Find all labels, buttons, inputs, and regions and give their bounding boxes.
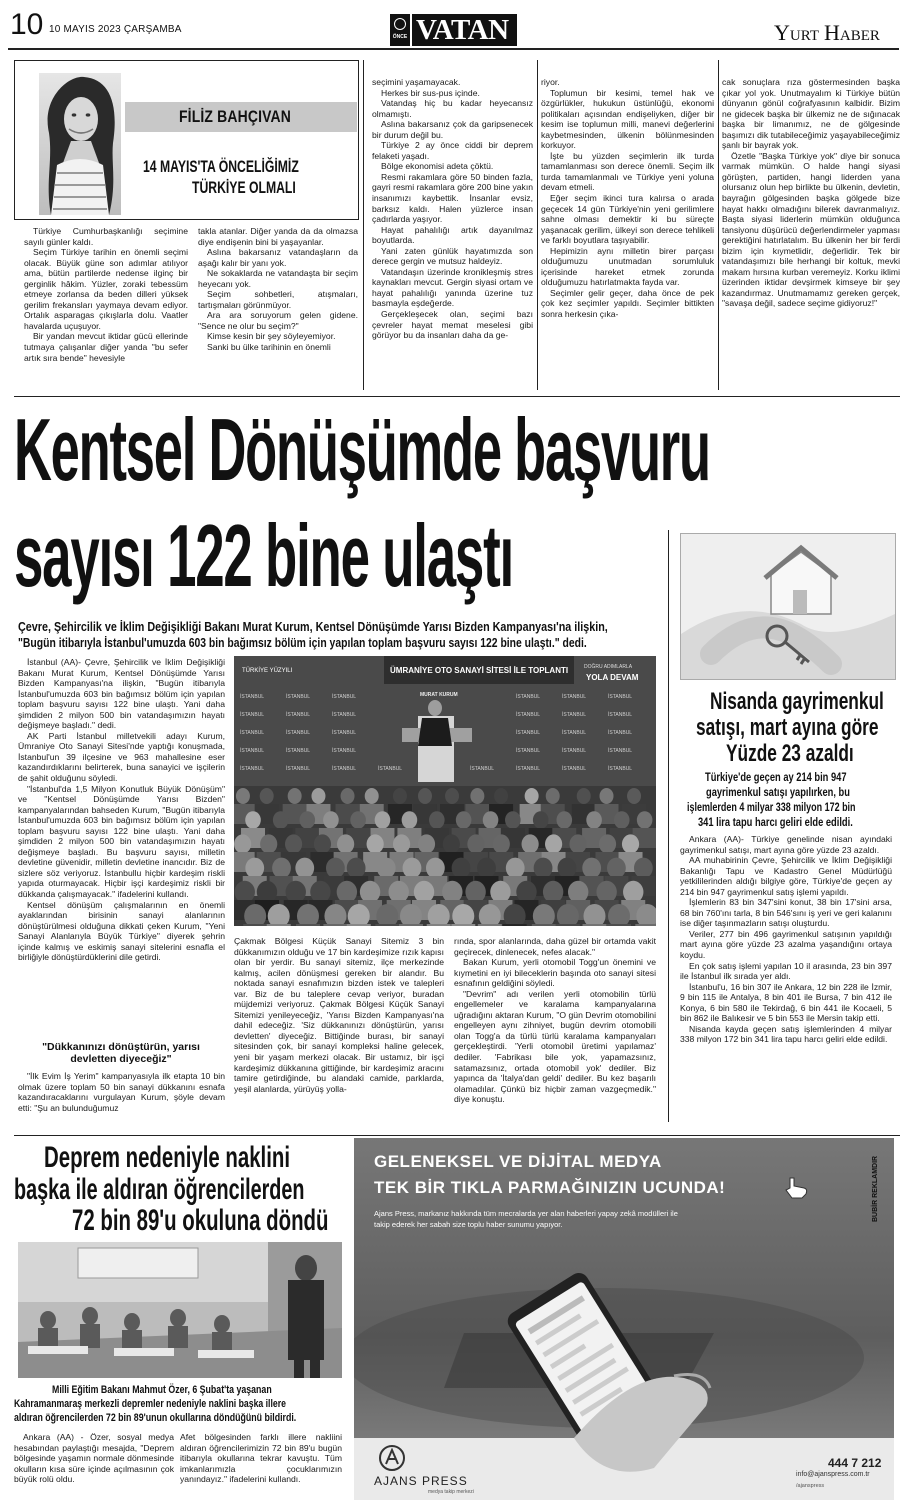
logo-text: VATAN xyxy=(416,14,509,46)
logo-badge-text: ÖNCE xyxy=(392,34,408,40)
column-bottom-rule xyxy=(14,396,900,397)
backdrop-text: İSTANBUL xyxy=(608,712,633,718)
paragraph: rında, spor alanlarında, daha güzel bir ortamda vakit geçirecek, dinlenecek, nefes alacak." xyxy=(454,936,656,957)
section-initial-h: H xyxy=(824,20,840,45)
audience-head xyxy=(323,811,339,829)
paragraph: takla atanlar. Diğer yanda da da olmazsa diye endişenin bini bi yaşayanlar. xyxy=(198,226,358,247)
paragraph: Kimse kesin bir şey söyleyemiyor. xyxy=(207,331,336,342)
backdrop-text: İSTANBUL xyxy=(562,694,587,700)
audience-head xyxy=(418,788,432,804)
bottom-headline-line3: 72 bin 89'u okuluna döndü xyxy=(72,1204,329,1237)
column-text-5 xyxy=(722,77,900,387)
backdrop-text: İSTANBUL xyxy=(516,730,541,736)
photo-banner: ÜMRANİYE OTO SANAYİ SİTESİ İLE TOPLANTI xyxy=(390,666,569,675)
audience-head xyxy=(596,881,616,903)
audience-head xyxy=(534,858,553,879)
audience-head xyxy=(490,881,510,903)
audience-head xyxy=(607,858,626,879)
paragraph: AK Parti İstanbul milletvekili adayı Kurum, Ümraniye Oto Sanayi Sitesi'nde yaptığı konuşmada, İstanbul'un 39 ilçesine ve 963 mahallesine eser kazandırdıklarını belirterek, buna sanayici ve işçilerin de şahit olduğunu söyledi. xyxy=(18,730,225,784)
column-text-2 xyxy=(198,226,358,386)
paragraph: En çok satış işlemi yapılan 10 il arasında, 23 bin 397 ile İstanbul ilk sırada yer aldı. xyxy=(680,960,892,982)
main-headline-line2: sayısı 122 bine ulaştı xyxy=(14,506,513,605)
audience-body xyxy=(243,924,267,926)
column-text-4 xyxy=(541,77,714,387)
audience-head xyxy=(627,788,641,804)
paragraph: "İlk Evim İş Yerim" kampanyasıyla ilk etapta 10 bin olmak üzere toplam 50 bin sanayi dükkanını esnafa kazandıracaklarını vurgulayan Kurum, şöyle devam etti: "Şu an bulunduğumuz xyxy=(18,1071,225,1113)
audience-head xyxy=(442,881,462,903)
advert-social[interactable]: /ajanspress xyxy=(796,1483,825,1489)
audience-head xyxy=(403,858,422,879)
main-headline-line1: Kentsel Dönüşümde başvuru xyxy=(14,400,710,499)
audience-body xyxy=(503,924,527,926)
paragraph: Vatandaş hiç bu kadar heyecansız olmamıştı. xyxy=(372,98,533,119)
audience-head xyxy=(483,811,499,829)
audience-head xyxy=(582,858,601,879)
advert-body-line2: takip ederek her sabah size toplu haber sunumu yapıyor. xyxy=(374,1220,563,1229)
audience-head xyxy=(360,881,380,903)
header-rule xyxy=(8,48,899,50)
paragraph: Aslına bakarsanız vatandaşların da aşağı kalır bir yanı yok. xyxy=(198,247,358,268)
side-headline-line1: Nisanda gayrimenkul xyxy=(710,688,884,715)
backdrop-text: İSTANBUL xyxy=(240,748,265,754)
backdrop-text: İSTANBUL xyxy=(332,730,357,736)
audience-head xyxy=(546,788,560,804)
paragraph: AA muhabirinin Çevre, Şehircilik ve İklim Değişikliği Bakanlığı Tapu ve Kadastro Genel Müdürlüğü yetkililerinden aldığı bilgiye göre, Türkiye'de geçen ay 214 bin 947 gayrimenkul satış işlemi yapıldı. xyxy=(680,855,892,897)
lower-rule xyxy=(14,1135,900,1136)
audience-head xyxy=(426,858,445,879)
audience-head xyxy=(622,834,639,853)
paragraph: Nisanda kayda geçen satış işlemlerinden 4 milyar 338 milyon 172 bin 341 lira tapu harcı geliri elde edildi. xyxy=(680,1023,892,1045)
audience-head xyxy=(286,881,306,903)
paragraph: İstanbul'u, 16 bin 307 ile Ankara, 12 bin 228 ile İzmir, 9 bin 115 ile Antalya, 8 bin 401 ile Bursa, 7 bin 412 ile Konya, 6 bin 580 ile Tekirdağ, 6 bin 441 ile Kocaeli, 5 bin 862 ile Balıkesir ve 5 bin 553 ile Mersin takip etti. xyxy=(680,981,892,1024)
audience-head xyxy=(393,834,410,853)
audience-head xyxy=(634,858,653,879)
paragraph: Gerçekleşecek olan, seçimi bazı çevreler hayat memat meselesi gibi görüyor bu da insanları daha da ge- xyxy=(372,309,533,341)
paragraph: İşte bu yüzden seçimlerin ilk turda tamamlanması son derece önemli. Seçim ilk turda tamamlanmalı ve Türkiye yeni yoluna devam etmeli. xyxy=(541,150,714,193)
audience-head xyxy=(429,811,445,829)
main-deck-line1: Çevre, Şehircilik ve İklim Değişikliği Bakanı Murat Kurum, Kentsel Dönüşümde Yarısı Bizden Kampanyası'na ilişkin, xyxy=(18,620,608,634)
audience-body xyxy=(427,924,451,926)
audience-body xyxy=(267,924,291,926)
bottom-headline-line2: başka ile aldıran öğrencilerden xyxy=(14,1173,305,1206)
advert-headline-line1: GELENEKSEL VE DİJİTAL MEDYA xyxy=(374,1152,662,1171)
pointer-hand-icon xyxy=(784,1176,810,1200)
audience-body xyxy=(323,924,347,926)
audience-head xyxy=(285,834,302,853)
backdrop-text: İSTANBUL xyxy=(608,748,633,754)
audience-head xyxy=(389,881,409,903)
paragraph: Herkes bir sus-pus içinde. xyxy=(381,87,480,98)
audience-head xyxy=(568,881,588,903)
paragraph: Bir yandan mevcut iktidar gücü ellerinde tutmaya çalışanlar diğer yanda "bu sefer artık sıra bende" hevesiyle xyxy=(24,331,188,363)
paragraph: Sanki bu ülke tarihinin en önemli xyxy=(207,342,331,353)
advert-body-line1: Ajans Press, markanız hakkında tüm mecralarda yer alan haberleri yapay zekâ modülleri ile xyxy=(374,1209,678,1218)
page-number: 10 xyxy=(10,8,44,41)
paragraph: Veriler, 277 bin 496 gayrimenkul satışının yapıldığı mart ayına göre yüzde 23 azalma yaşandığını ortaya koydu. xyxy=(680,928,892,961)
backdrop-text: İSTANBUL xyxy=(240,694,265,700)
side-deck-line4: 341 lira tapu harcı geliri elde edildi. xyxy=(698,817,853,829)
paragraph: Bakan Kurum, yerli otomobil Togg'un önemini ve kıymetini en iyi bileceklerin başında oto sanayi sitesi esnafının geldiğini söyledi. xyxy=(454,957,656,989)
audience-head xyxy=(341,788,355,804)
audience-head xyxy=(337,881,357,903)
section-urt: URT xyxy=(789,28,819,44)
backdrop-text: İSTANBUL xyxy=(286,712,311,718)
audience-head xyxy=(467,834,484,853)
column-text-3 xyxy=(372,77,533,387)
column-divider-2 xyxy=(537,60,538,390)
paragraph: riyor. xyxy=(541,77,560,87)
masthead xyxy=(0,0,907,50)
bottom-headline-line1: Deprem nedeniyle naklini xyxy=(44,1141,291,1174)
audience-head xyxy=(272,858,291,879)
paragraph: Çakmak Bölgesi Küçük Sanayi Sitemiz 3 bin dükkanımızın olduğu ve 17 bin kardeşimize rızık kapısı olan bir yerdir. Bu sanayi sitemiz, ilçe merkezinde kalmış, acilen dönüşmesi gereken bir alandır. Bu noktada sanayi esnafımızın bizden istek ve talepleri var. Biz de bu taleplere cevap veriyor, buradan müjdemizi veriyoruz. Çakmak Bölgesi Küçük Sanayi Sitemizi yenileyeceğiz, 'Yarısı Bizden Kampanyası'na dahil edeceğiz. 'Siz dükkanınızı dönüştürün, yarısı devletten' diyeceğiz. Bittiğinde burası, bir sanayi sitesinden çok, bir sanayi kompleksi haline gelecek, yeni bir yaşam merkezi olacak. Bir ustamız, bir işçi kardeşimiz dükkanına gittiğinde, bir kardeşimiz aracını tamire getirdiğinde, bu alandaki camide, parklarda, yeşil alanlarda, yürüyüş yolla- xyxy=(234,936,444,1094)
house-key-photo xyxy=(680,533,896,680)
backdrop-text: İSTANBUL xyxy=(240,730,265,736)
audience-head xyxy=(236,788,250,804)
bottom-caption-line1: Milli Eğitim Bakanı Mahmut Özer, 6 Şubat'ta yaşanan xyxy=(52,1384,272,1396)
audience-head xyxy=(260,788,274,804)
audience-head xyxy=(516,881,536,903)
event-photo xyxy=(234,656,656,926)
paragraph: Türkiye 2 ay önce ciddi bir deprem felaketi yaşadı. xyxy=(372,140,533,161)
paragraph: Aslına bakarsanız çok da garipsenecek bir durum değil bu. xyxy=(372,119,533,140)
advert-side-label: BUBİR REKLAMDIR xyxy=(872,1155,879,1222)
side-deck-line1: Türkiye'de geçen ay 214 bin 947 xyxy=(705,772,847,784)
audience-head xyxy=(347,858,366,879)
audience-head xyxy=(393,788,407,804)
audience-body xyxy=(296,924,320,926)
side-deck-line3: işlemlerden 4 milyar 338 milyon 172 bin xyxy=(687,802,856,814)
audience-head xyxy=(494,788,508,804)
audience-head xyxy=(314,834,331,853)
paragraph: Hayat pahalılığı artık dayanılmaz boyutlarda. xyxy=(372,224,533,246)
bottom-caption-line2: Kahramanmaraş merkezli depremler nedeniyle naklini başka illere xyxy=(14,1398,286,1410)
audience-head xyxy=(245,811,261,829)
backdrop-text: İSTANBUL xyxy=(516,712,541,718)
audience-head xyxy=(311,788,325,804)
audience-head xyxy=(234,834,251,853)
side-deck-line2: gayrimenkul satışı yapılırken, bu xyxy=(706,787,850,799)
backdrop-text: İSTANBUL xyxy=(332,748,357,754)
audience-head xyxy=(456,811,472,829)
paragraph: Ne sokaklarda ne vatandaşta bir seçim heyecanı yok. xyxy=(198,268,358,289)
backdrop-text: İSTANBUL xyxy=(562,712,587,718)
audience-head xyxy=(326,858,345,879)
column-divider-1 xyxy=(363,60,364,390)
audience-head xyxy=(470,788,484,804)
audience-head xyxy=(414,881,434,903)
audience-head xyxy=(577,788,591,804)
audience-head xyxy=(600,788,614,804)
backdrop-text: İSTANBUL xyxy=(240,766,265,772)
bottom-caption-line3: aldıran öğrencilerden 72 bin 89'unun okullarına döndüğünü bildirdi. xyxy=(14,1412,297,1424)
main-text-3 xyxy=(454,936,656,1132)
audience-head xyxy=(556,811,572,829)
paragraph: Toplumun bir kesimi, temel hak ve özgürlükler, hukukun üstünlüğü, ekonomi politikaları açısından endişeliyken, diğer bir kesim ise toplumun milli, manevi değerlerini kaybetmesinden, ülkenin bölünmesinden korkuyor. xyxy=(541,87,714,151)
paragraph: Afet bölgesinden farklı illere nakliini aldıran öğrencilerimizin 72 bin 89'u bugün itibarıyla okullarına tekrar kavuştu. Tüm imkanlarımızla çocuklarımızın yanındayız." ifadelerini kullandı. xyxy=(180,1432,342,1485)
backdrop-text: İSTANBUL xyxy=(516,748,541,754)
advert-headline-line2: TEK BİR TIKLA PARMAĞINIZIN UCUNDA! xyxy=(374,1178,726,1197)
paragraph: Vatandaşın üzerinde kronikleşmiş stres kaynakları mevcut. Gergin siyasi ortam ve hayat pahalılığı yanında üzerine tuz basmayla eşdeğerde. xyxy=(372,266,533,309)
audience-body xyxy=(583,924,607,926)
bottom-text-1 xyxy=(14,1432,174,1502)
audience-head xyxy=(525,788,539,804)
paragraph: "Devrim" adı verilen yerli otomobilin türlü engellemeler ve karalama kampanyalarına uğradığını aktaran Kurum, "O gün Devrim otomobilini engelleyen aynı zihniyet, bugün devrim otomobili olan Togg'a da türlü türlü karalama kampanyaları gerçekleştirdi. 'Yerli otomobil üretimi yapılamaz' dediler. 'Fabrikası bile yok, yapamazsınız, satamazsınız, ortada otomobil yok' dediler. Biz yapınca da 'İtalya'dan geldi' dediler. Bu kez başarılı olamadılar. Çünkü biz hiçbir zaman vazgeçmedik." diye konuştu. xyxy=(454,988,656,1105)
paragraph: Ankara (AA)- Türkiye genelinde nisan ayındaki gayrimenkul satışı, mart ayına göre yüzde 23 azaldı. xyxy=(680,834,892,855)
backdrop-text: İSTANBUL xyxy=(332,694,357,700)
audience-head xyxy=(337,834,354,853)
audience-head xyxy=(506,858,525,879)
paragraph: İstanbul (AA)- Çevre, Şehircilik ve İklim Değişikliği Bakanı Murat Kurum, Kentsel Dönüşümde Yarısı Bizden Kampanyası'na ilişkin, "Bugün itibarıyla İstanbul'umuzda 603 bin bağımsız bölüm için yapılan toplam başvuru sayısı 122 bine ulaştı. Yani daha şimdiden 2 milyon 500 bin vatandaşımızın hayatı değişmeye başladı." dedi. xyxy=(18,657,225,731)
vatan-logo xyxy=(390,14,517,46)
audience-head xyxy=(586,811,602,829)
backdrop-text: İSTANBUL xyxy=(516,694,541,700)
audience-body xyxy=(347,924,371,926)
audience-body xyxy=(532,924,556,926)
audience-head xyxy=(637,811,653,829)
advert xyxy=(354,1138,894,1500)
logo-wordmark xyxy=(412,14,517,46)
audience-head xyxy=(477,858,496,879)
audience-head xyxy=(257,881,277,903)
photo-right-2: YOLA DEVAM xyxy=(586,673,639,682)
audience-body xyxy=(375,924,399,926)
backdrop-text: İSTANBUL xyxy=(286,694,311,700)
backdrop-text: İSTANBUL xyxy=(608,730,633,736)
issue-date: 10 MAYIS 2023 ÇARŞAMBA xyxy=(49,24,182,35)
audience-body xyxy=(478,924,502,926)
column-box xyxy=(14,60,359,220)
main-deck-line2: "Bugün itibarıyla İstanbul'umuzda 603 bin bağımsız bölüm için yapılan toplam başvuru sayısı 122 bine ulaştı." dedi. xyxy=(18,636,587,650)
audience-head xyxy=(505,811,521,829)
paragraph: Eğer seçim ikinci tura kalırsa o arada geçecek 14 gün Türkiye'nin yeni gerilimlere sahne olması demektir ki bu süreçte yaşanacak gerilim, ülkeyi son derece tehlikeli ve farklı boyutlara taşıyabilir. xyxy=(541,193,714,246)
paragraph: Özetle "Başka Türkiye yok" diye bir sonuca varmak mümkün. O halde hangi siyasi görüşten, partiden, hangi liderden yana olursanız olun hep birlikte bu ülkenin, devletin, bayrağın gölgesinden başka gölgede bize hayat hakkı olmadığını bilerek davranmalıyız. Başta siyasi liderlerin mümkün olduğunca tansiyonu düşürücü değerlendirmeler yapması gerektiğini hatırlatalım. Bu ülkenin her bir ferdi bizim için kıymetlidir, değerlidir. Tek bir vatandaşımızı bile herhangi bir koltuk, mevki makam hırsına kurban veremeyiz. Korku iklimi üzerinden iktidar devşirmek kimseye bir şey kazandırmaz. Unutmamamız gereken gerçek, "savaşa değil, sadece seçime gidiyoruz!" xyxy=(722,150,900,309)
audience-head xyxy=(375,811,391,829)
advert-brand-tagline: medya takip merkezi xyxy=(428,1489,474,1495)
backdrop-text: İSTANBUL xyxy=(470,766,495,772)
audience-head xyxy=(599,834,616,853)
audience-body xyxy=(556,924,580,926)
audience-head xyxy=(522,834,539,853)
main-text-1b xyxy=(18,1071,225,1129)
audience-head xyxy=(365,788,379,804)
advert-email[interactable]: info@ajanspress.com.tr xyxy=(796,1471,870,1478)
bottom-text-2 xyxy=(180,1432,342,1502)
section-title xyxy=(774,20,880,46)
backdrop-text: İSTANBUL xyxy=(562,766,587,772)
audience-head xyxy=(288,788,302,804)
audience-head xyxy=(377,858,396,879)
audience-body xyxy=(399,924,423,926)
audience-head xyxy=(350,811,366,829)
audience-head xyxy=(533,811,549,829)
audience-head xyxy=(295,858,314,879)
side-divider xyxy=(668,530,669,1122)
classroom-photo xyxy=(18,1242,342,1378)
audience-head xyxy=(299,811,315,829)
photo-podium-name: MURAT KURUM xyxy=(420,692,458,698)
paragraph: Bölge ekonomisi adeta çöktü. xyxy=(381,161,494,172)
audience-head xyxy=(445,788,459,804)
backdrop-text: İSTANBUL xyxy=(608,694,633,700)
audience-head xyxy=(273,811,289,829)
audience-head xyxy=(558,858,577,879)
backdrop-text: İSTANBUL xyxy=(562,748,587,754)
column-text-1 xyxy=(24,226,188,386)
ajans-press-logo-icon xyxy=(378,1444,406,1472)
column-divider-3 xyxy=(718,60,719,390)
audience-head xyxy=(465,881,485,903)
backdrop-text: İSTANBUL xyxy=(516,766,541,772)
backdrop-text: İSTANBUL xyxy=(332,712,357,718)
paragraph: seçimini yaşamayacak. xyxy=(372,77,461,87)
audience-head xyxy=(260,834,277,853)
audience-head xyxy=(310,881,330,903)
audience-head xyxy=(235,881,255,903)
audience-head xyxy=(367,834,384,853)
paragraph: Seçim Türkiye tarihin en önemli seçimi olacak. Büyük güne son adımlar atılıyor ama, bütün partilerde nedense ilginç bir gerginlik hâkim. Yüzler, zoraki tebessüm etmeye zorlansa da beden dilleri yüksek gerilim frekansları yaymaya devam ediyor. Ortalık asparagas çıkışlarla dolu. Vaatler havalarda uçuşuyor. xyxy=(24,247,188,331)
paragraph: Seçimler gelir geçer, daha önce de pek çok kez seçimler yapıldı. Seçimler bittikten sonra herkesin çıka- xyxy=(541,287,714,320)
section-initial-y: Y xyxy=(774,20,790,45)
paragraph: Türkiye Cumhurbaşkanlığı seçimine sayılı günler kaldı. xyxy=(24,226,188,247)
backdrop-text: İSTANBUL xyxy=(608,766,633,772)
audience-body xyxy=(451,924,475,926)
paragraph: "İstanbul'da 1,5 Milyon Konutluk Büyük Dönüşüm" ve "Kentsel Dönüşümde Yarısı Bizden" kampanyalarından bahseden Kurum, "Bugün itibarıyla İstanbul'umuzda 603 bin bağımsız bölüm için yapılan toplam başvuru sayısı 122 bine ulaştı. Yani daha şimdiden 2 milyon 500 bin vatandaşımızın hayatı değişmeye başladı. Bu başvuru sayısı, milletin devletine güvenidir, milletin devletine inancıdır. Biz de sizlere söz veriyoruz. İstanbullu hiçbir kardeşim riskli yapıda oturmayacak. Hiçbir işçi kardeşimiz riskli bir dükkanda çalışmayacak." ifadelerini kullandı. xyxy=(18,783,225,900)
backdrop-text: İSTANBUL xyxy=(286,730,311,736)
audience-head xyxy=(623,881,643,903)
audience-head xyxy=(418,834,435,853)
audience-head xyxy=(569,834,586,853)
backdrop-text: İSTANBUL xyxy=(286,766,311,772)
backdrop-text: İSTANBUL xyxy=(286,748,311,754)
paragraph: Ara ara soruyorum gelen gidene. "Sence ne olur bu seçim?" xyxy=(198,310,358,331)
advert-brand: AJANS PRESS xyxy=(374,1474,468,1488)
paragraph: Seçim sohbetleri, atışmaları, tartışmaları görünmüyor. xyxy=(198,289,358,310)
side-headline-line2: satışı, mart ayına göre xyxy=(696,714,879,741)
author-photo xyxy=(39,73,121,215)
paragraph: cak sonuçlara rıza göstermesinden başka çıkar yol yok. Unutmayalım ki Türkiye bütün dünyanın gönül coğrafyasının kalbidir. Bizim ne gidecek başka bir ülkemiz ne de sığınacak başka bir limanımız, ne de gölgesinde başımızı dik tutabileceğimiz yaşayabileceğimiz şanlı bir bayrak yok. xyxy=(722,77,900,151)
backdrop-text: İSTANBUL xyxy=(332,766,357,772)
audience-head xyxy=(245,858,264,879)
column-title-line1: 14 MAYIS'TA ÖNCELİĞİMİZ xyxy=(143,158,299,176)
audience-head xyxy=(493,834,510,853)
main-text-2 xyxy=(234,936,444,1132)
paragraph: Hepimizin aynı milletin birer parçası olduğumuzu unutmadan sorumluluk içerisinde hareket etmek zorunda olduğumuzu hatırlatmakta fayda var. xyxy=(541,245,714,288)
column-title-line2: TÜRKİYE OLMALI xyxy=(192,179,296,197)
backdrop-text: İSTANBUL xyxy=(562,730,587,736)
author-name: FİLİZ BAHÇIVAN xyxy=(179,107,292,126)
audience-head xyxy=(452,858,471,879)
side-headline-line3: Yüzde 23 azaldı xyxy=(726,740,854,767)
photo-right-1: DOĞRU ADIMLARLA xyxy=(584,664,633,670)
paragraph: Resmi rakamlara göre 50 binden fazla, gayri resmi rakamlara göre 200 bine yakın insanımızı kaybettik. İnsanlar evsiz, barksız kaldı. Halen yüzlerce insan çadırlarda yaşıyor. xyxy=(372,171,533,225)
side-text xyxy=(680,834,892,1124)
paragraph: Ankara (AA) - Özer, sosyal medya hesabından paylaştığı mesajda, "Deprem bölgesinde yaşamın normale dönmesinde okulların kısa süre içinde açılmasının çok büyük rolü oldu. xyxy=(14,1432,174,1485)
section-aber: ABER xyxy=(839,28,880,44)
paragraph: Kentsel dönüşüm çalışmalarının en önemli ayaklarından birisinin sanayi alanlarının dönüştürülmesi olduğuna dikkati çeken Kurum, "Yeni Sanayi Alanlarıyla Büyük Türkiye" diyerek şehrin içinde kalmış ve eskimiş sanayi sitelerini esnafla el birliğiyle dönüştürdüklerini dile getirdi. xyxy=(18,899,225,963)
backdrop-text: İSTANBUL xyxy=(240,712,265,718)
audience-body xyxy=(635,924,656,926)
audience-head xyxy=(402,811,418,829)
audience-head xyxy=(545,834,562,853)
logo-badge xyxy=(390,14,410,46)
audience-head xyxy=(543,881,563,903)
flag-icon xyxy=(394,18,406,30)
photo-logo: TÜRKİYE YÜZYILI xyxy=(242,668,293,674)
backdrop-text: İSTANBUL xyxy=(378,766,403,772)
audience-head xyxy=(614,811,630,829)
main-text-1 xyxy=(18,657,225,1042)
audience-head xyxy=(443,834,460,853)
paragraph: Yani zaten günlük hayatımızda son derece gergin ve mutsuz haldeyiz. xyxy=(372,245,533,267)
paragraph: İşlemlerin 83 bin 347'sini konut, 38 bin 17'sini arsa, 68 bin 760'ını tarla, 8 bin 546'sını iş yeri ve geri kalanını ise diğer taşınmazların satışı oluşturdu. xyxy=(680,897,892,929)
main-subhead: "Dükkanınızı dönüştürün, yarısı devletten diyeceğiz" xyxy=(42,1041,200,1065)
audience-body xyxy=(607,924,631,926)
advert-phone[interactable]: 444 7 212 xyxy=(828,1456,882,1470)
